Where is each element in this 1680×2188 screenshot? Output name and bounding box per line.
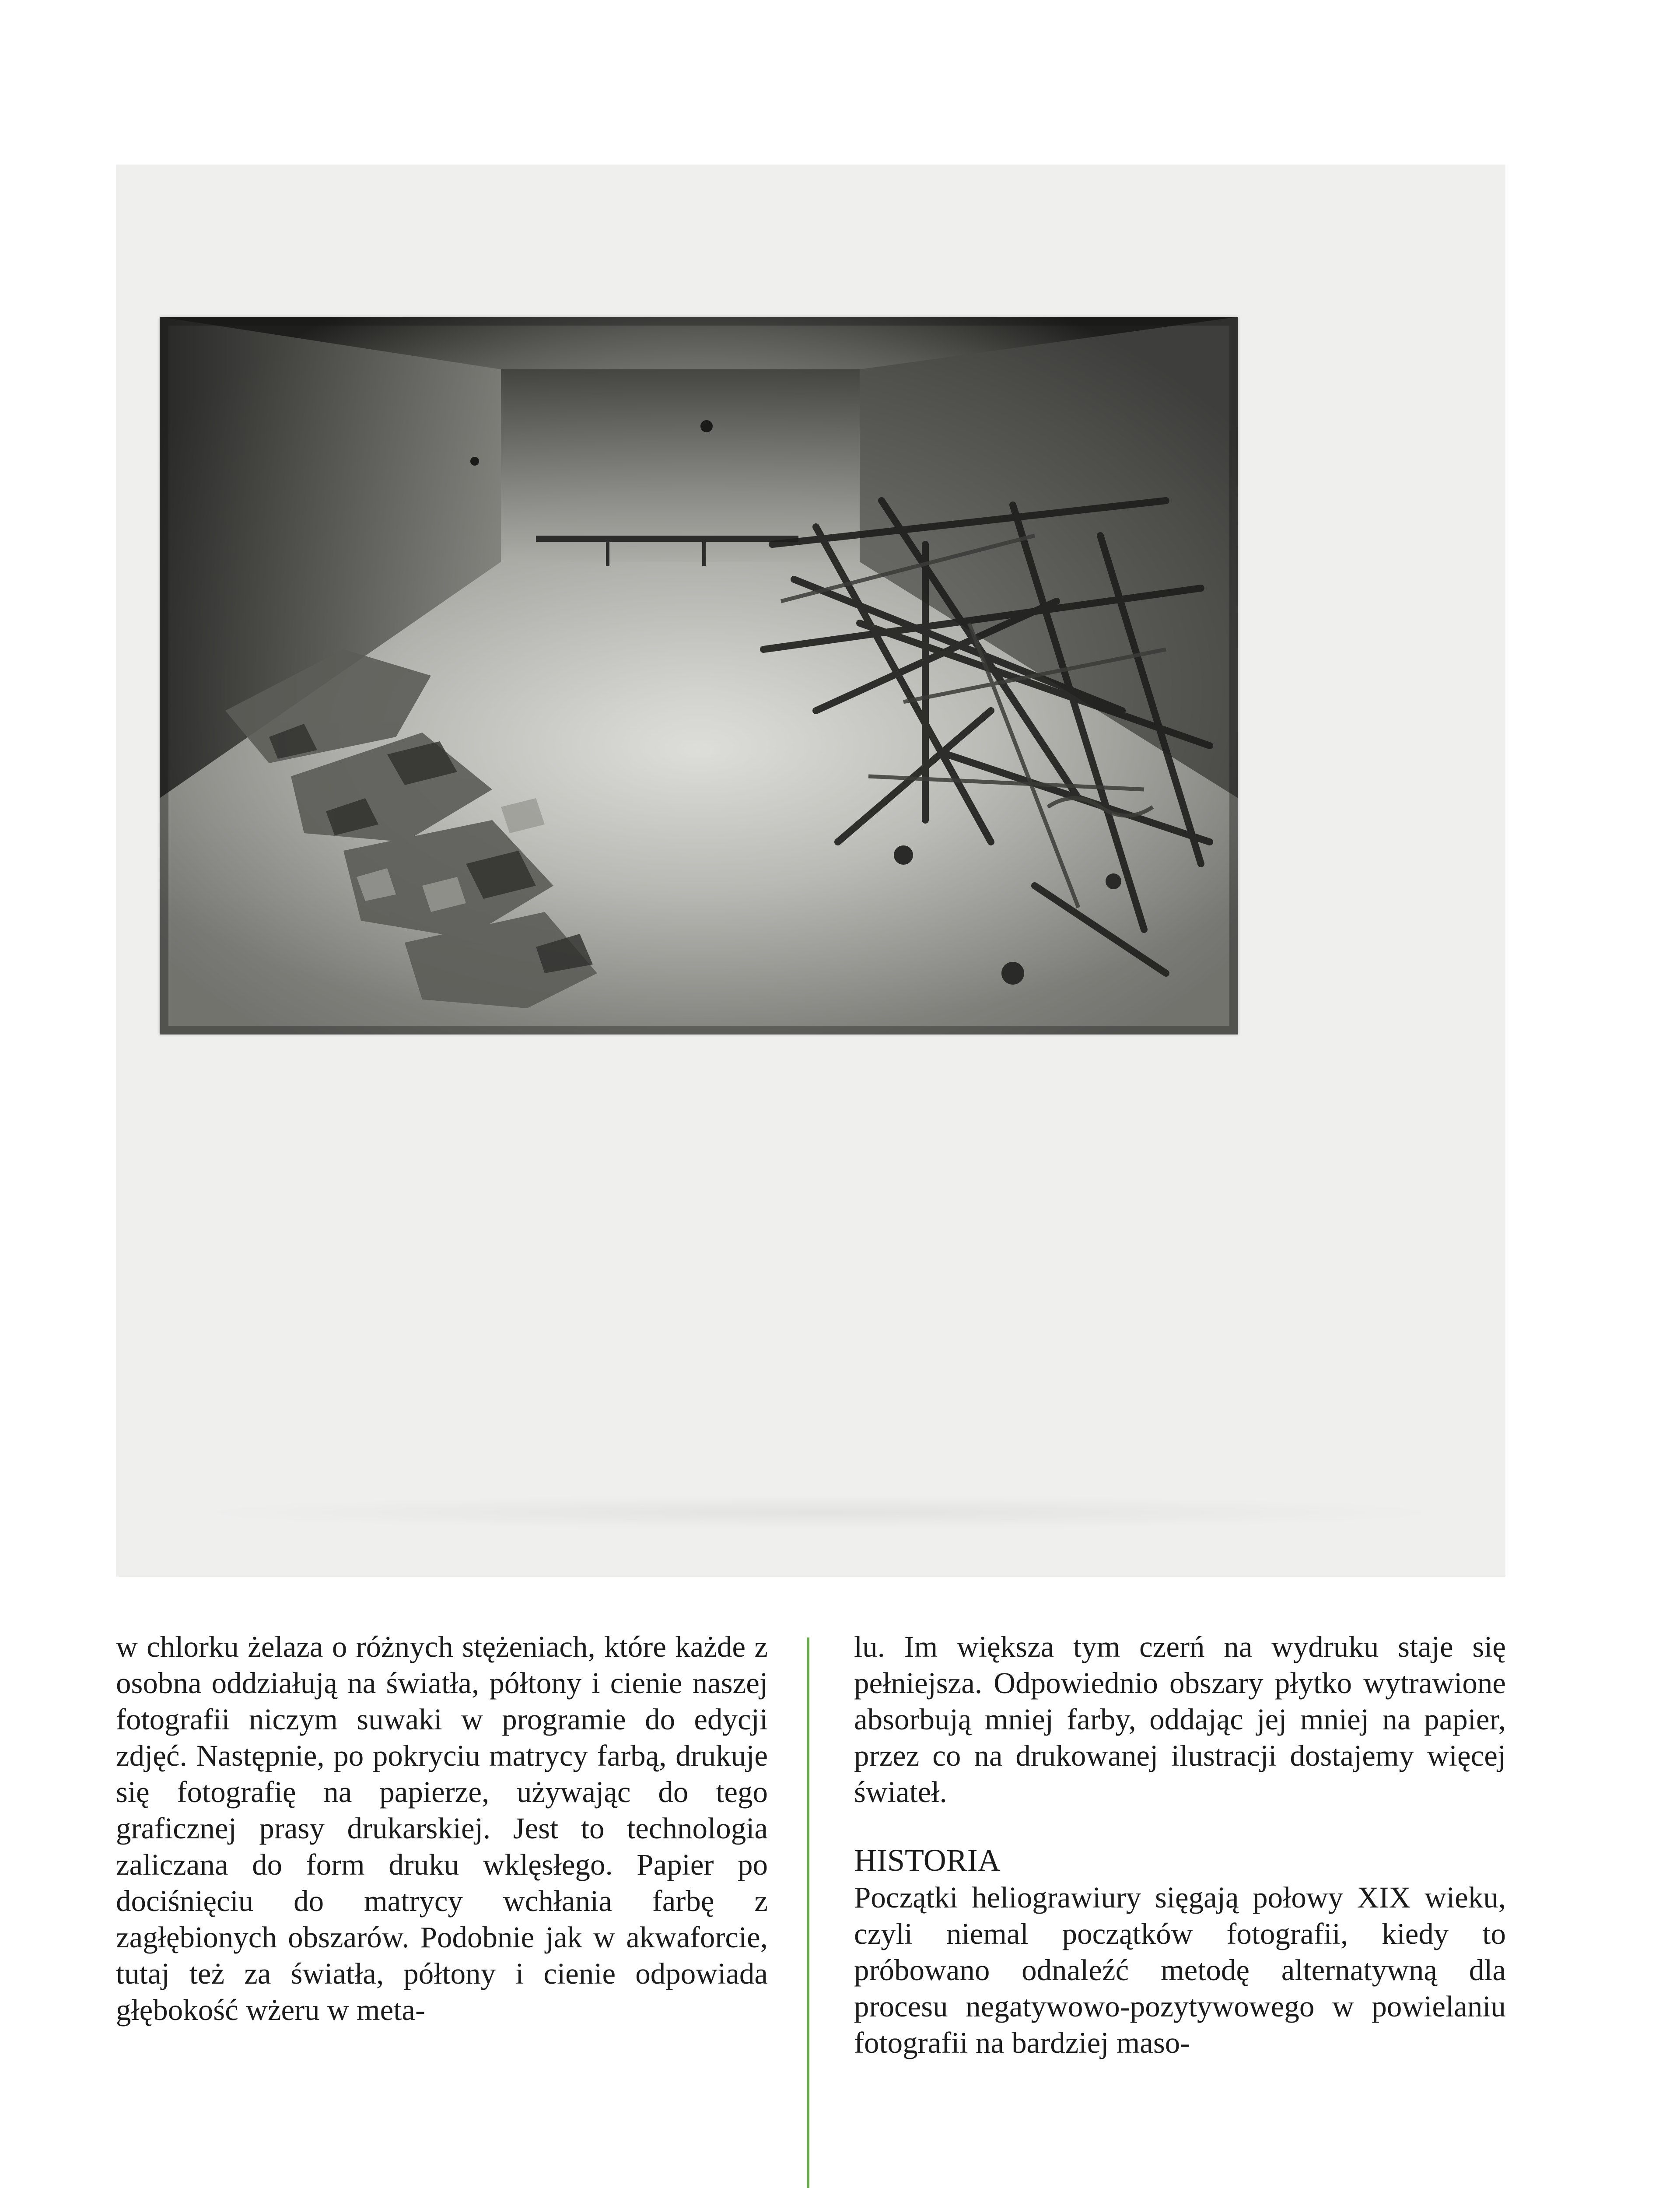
section-body: Początki heliograwiury sięgają połowy XIX wieku, czyli niemal początków fotografii, kiedy to próbowano odnaleźć metodę alternatywną dla procesu negatywowo-pozytywowego w powielaniu fotografii na bardziej maso- <box>854 1881 1506 2059</box>
print-shadow <box>186 1495 1455 1530</box>
column-divider <box>807 1637 809 2188</box>
heliogravure-print <box>160 317 1238 1034</box>
section-heading: HISTORIA <box>854 1843 1001 1878</box>
right-column <box>854 1629 1506 2061</box>
room-rubble-image <box>160 317 1238 1034</box>
left-column-text: w chlorku żelaza o różnych stężeniach, które każde z osobna oddziałują na światła, półtony i cienie naszej fotografii niczym suwaki w programie do edycji zdjęć. Następnie, po pokryciu matrycy farbą, drukuje się fotografię na papierze, używając do tego graficznej prasy drukarskiej. Jest to technologia zaliczana do form druku wklęsłego. Papier po dociśnięciu do matrycy wchłania farbę z zagłębionych obszarów. Podobnie jak w akwaforcie, tutaj też za światła, półtony i cienie odpowiada głębokość wżeru w meta- <box>116 1630 768 2027</box>
right-column-continuation: lu. Im większa tym czerń na wydruku staje się pełniejsza. Odpowiednio obszary płytko wytrawione absorbują mniej farby, oddając jej mniej na papier, przez co na drukowanej ilustracji dostajemy więcej świateł. <box>854 1630 1506 1809</box>
left-column <box>116 1629 768 2028</box>
